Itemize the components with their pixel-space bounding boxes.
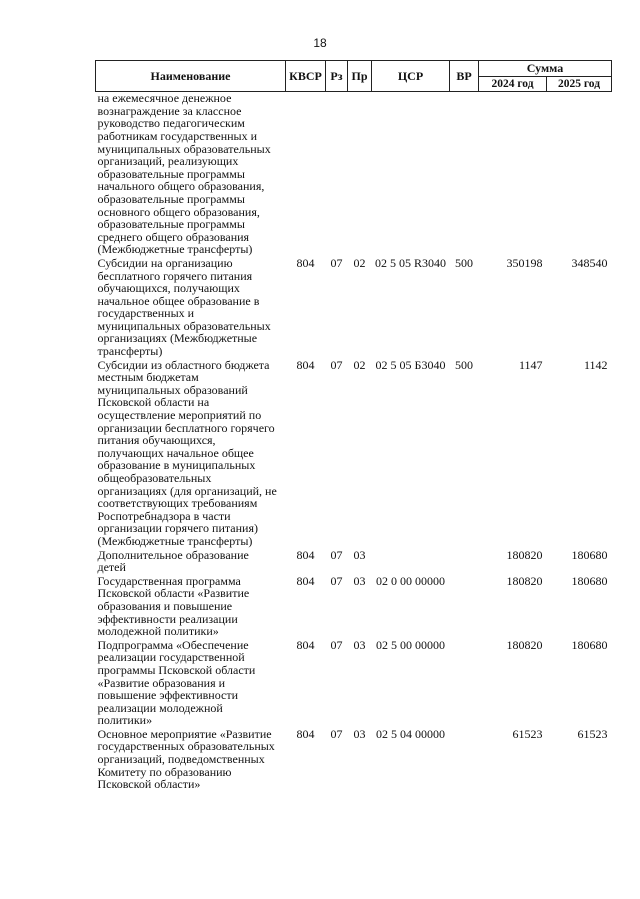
table-row xyxy=(96,359,612,549)
row-csr: 02 5 04 00000 xyxy=(376,726,445,741)
table-row xyxy=(96,639,612,728)
table-row xyxy=(96,549,612,575)
header-name: Наименование xyxy=(96,61,286,92)
table-body xyxy=(96,92,612,792)
table-row xyxy=(96,575,612,639)
header-vr: ВР xyxy=(450,61,479,92)
row-sum-2024: 180820 xyxy=(506,547,543,562)
row-csr: 02 5 05 Б3040 xyxy=(375,357,446,372)
row-rz: 07 xyxy=(330,547,343,562)
row-rz: 07 xyxy=(330,357,343,372)
row-csr: 02 0 00 00000 xyxy=(376,573,445,588)
row-kvsr: 804 xyxy=(296,255,315,270)
row-csr xyxy=(372,549,450,575)
row-kvsr xyxy=(286,92,326,257)
row-sum-2024: 180820 xyxy=(506,573,543,588)
row-name: Подпрограмма «Обеспечение реализации государственной программы Псковской области «Развитие образования и повышение эффективности реализации молодежной политики» xyxy=(97,637,256,728)
row-csr xyxy=(372,92,450,257)
row-sum-2025: 1142 xyxy=(583,357,608,372)
row-sum-2024: 350198 xyxy=(506,255,543,270)
row-vr: 500 xyxy=(455,357,473,372)
row-sum-2025: 180680 xyxy=(571,547,608,562)
budget-table xyxy=(95,60,612,792)
row-kvsr: 804 xyxy=(296,357,315,372)
row-name: Дополнительное образование детей xyxy=(97,547,249,575)
row-pr: 02 xyxy=(353,357,366,372)
table-header xyxy=(96,61,612,92)
row-csr: 02 5 00 00000 xyxy=(376,637,445,652)
table-row xyxy=(96,257,612,359)
row-sum-2025: 61523 xyxy=(577,726,608,741)
table-row xyxy=(96,728,612,792)
row-pr: 03 xyxy=(353,637,366,652)
row-kvsr: 804 xyxy=(296,547,315,562)
row-name: Субсидии на организацию бесплатного горячего питания обучающихся, получающих начальное общее образование в государственных и муниципальных образовательных организациях (Межбюджетные трансферты) xyxy=(97,255,271,359)
row-sum-2025: 180680 xyxy=(571,573,608,588)
row-vr: 500 xyxy=(455,255,473,270)
table-row xyxy=(96,92,612,257)
header-sum: Сумма xyxy=(479,61,612,77)
header-kvsr: КВСР xyxy=(286,61,326,92)
row-sum-2024: 1147 xyxy=(518,357,543,372)
row-pr: 03 xyxy=(353,547,366,562)
row-kvsr: 804 xyxy=(296,726,315,741)
row-csr: 02 5 05 R3040 xyxy=(374,255,446,270)
row-name: Государственная программа Псковской области «Развитие образования и повышение эффективности реализации молодежной политики» xyxy=(97,573,250,639)
row-rz xyxy=(326,92,348,257)
row-sum-2025: 348540 xyxy=(571,255,608,270)
row-pr: 03 xyxy=(353,573,366,588)
row-sum-2024 xyxy=(479,92,547,257)
row-rz: 07 xyxy=(330,255,343,270)
row-vr xyxy=(450,92,479,257)
header-pr: Пр xyxy=(348,61,372,92)
row-vr xyxy=(450,575,479,639)
page-number: 18 xyxy=(313,36,327,50)
header-year-2025: 2025 год xyxy=(547,76,612,92)
row-sum-2024: 61523 xyxy=(512,726,543,741)
row-pr xyxy=(348,92,372,257)
row-sum-2024: 180820 xyxy=(506,637,543,652)
row-rz: 07 xyxy=(330,637,343,652)
row-name: на ежемесячное денежное вознаграждение за классное руководство педагогическим работникам государственных и муниципальных образовательных организаций, реализующих образовательные программы начального общего образования, образовательные программы основного общего образования, образовательные программы среднего общего образования (Межбюджетные трансферты) xyxy=(97,91,271,257)
row-sum-2025: 180680 xyxy=(571,637,608,652)
header-year-2024: 2024 год xyxy=(479,76,547,92)
header-rz: Рз xyxy=(326,61,348,92)
row-pr: 02 xyxy=(353,255,366,270)
header-csr: ЦСР xyxy=(372,61,450,92)
row-vr xyxy=(450,639,479,728)
row-rz: 07 xyxy=(330,726,343,741)
row-kvsr: 804 xyxy=(296,573,315,588)
row-name: Основное мероприятие «Развитие государственных образовательных организаций, подведомственных Комитету по образованию Псковской области» xyxy=(97,726,275,792)
row-pr: 03 xyxy=(353,726,366,741)
row-sum-2025 xyxy=(547,92,612,257)
row-kvsr: 804 xyxy=(296,637,315,652)
row-name: Субсидии из областного бюджета местным бюджетам муниципальных образований Псковской области на осуществление мероприятий по организации бесплатного горячего питания обучающихся, получающих начальное общее образование в муниципальных общеобразовательных организациях (для организаций, не соответствующих требованиям Роспотребнадзора в части организации горячего питания) (Межбюджетные трансферты) xyxy=(97,357,277,548)
row-rz: 07 xyxy=(330,573,343,588)
row-vr xyxy=(450,549,479,575)
row-vr xyxy=(450,728,479,792)
